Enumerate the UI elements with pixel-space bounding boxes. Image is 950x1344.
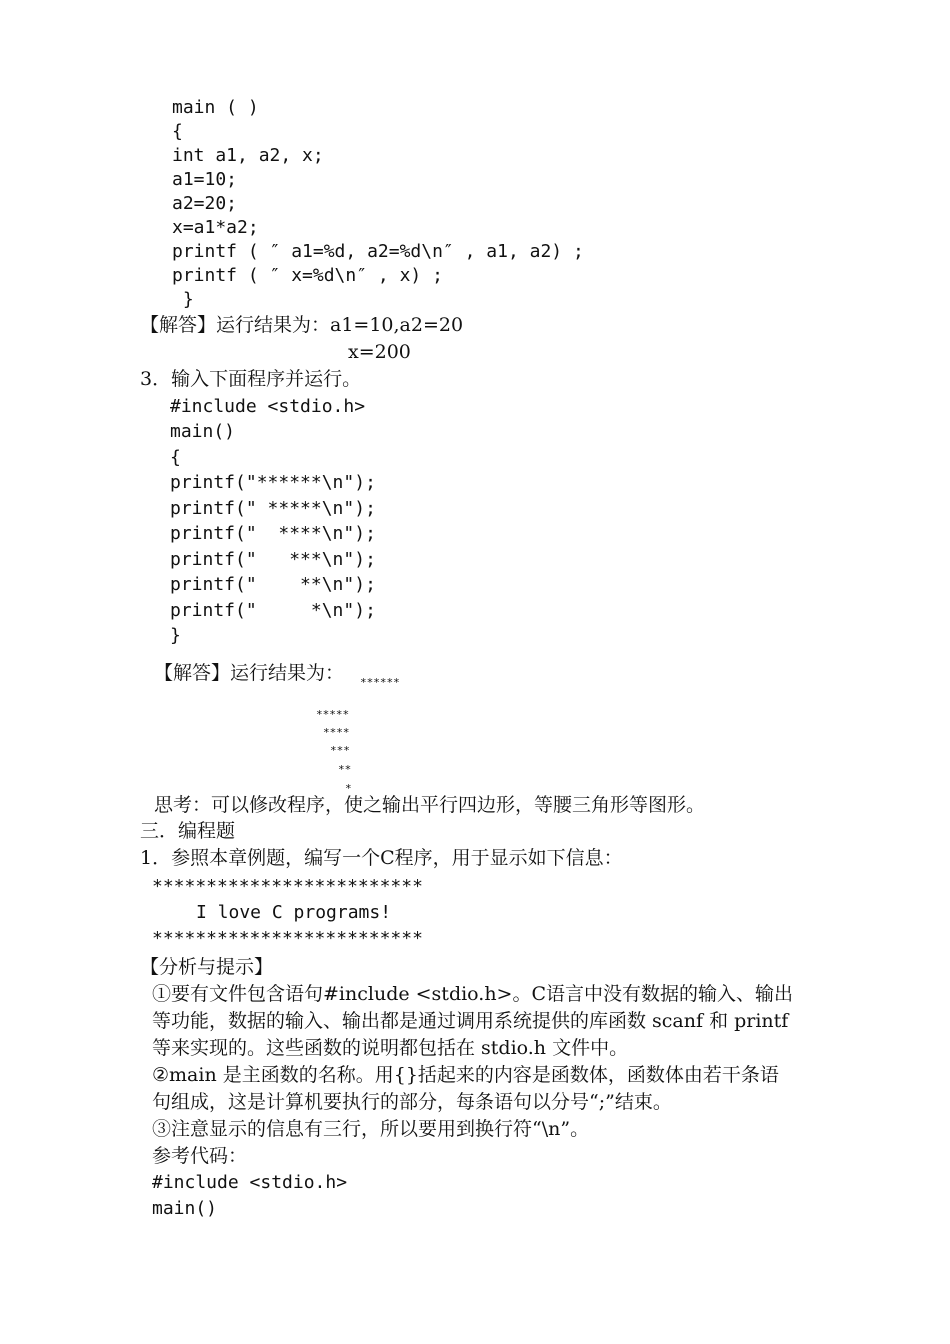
answer-1-label: 【解答】运行结果为：a1=10,a2=20 [140,314,464,336]
code-line: } [170,625,181,646]
analysis-line: ②main 是主函数的名称。用{}括起来的内容是函数体，函数体由若干条语 [152,1064,779,1086]
analysis-line: 等来实现的。这些函数的说明都包括在 stdio.h 文件中。 [152,1037,629,1059]
output-line: ** [338,763,352,776]
stars-bottom: ************************* [152,928,423,949]
code-line: printf ( ″ x=%d\n″ , x) ; [172,265,443,286]
answer-3-label: 【解答】运行结果为： [154,662,345,684]
section-3-title: 三．编程题 [140,820,236,842]
programming-question-1: 1．参照本章例题，编写一个C程序，用于显示如下信息： [140,847,623,869]
output-line: ***** [316,708,350,721]
stars-top: ************************* [152,876,423,897]
analysis-line: ③注意显示的信息有三行，所以要用到换行符“\n”。 [152,1118,590,1140]
code-line: } [172,289,194,310]
analysis-title: 【分析与提示】 [140,956,274,978]
output-line: *** [330,744,350,757]
output-line: **** [323,726,350,739]
analysis-line: 句组成，这是计算机要执行的部分，每条语句以分号“;”结束。 [152,1091,672,1113]
think-note: 思考：可以修改程序，使之输出平行四边形，等腰三角形等图形。 [154,794,706,816]
analysis-line: 参考代码： [152,1145,248,1167]
code-line: main() [152,1198,218,1219]
code-line: printf("******\n"); [170,472,376,493]
analysis-line: ①要有文件包含语句#include <stdio.h>。C语言中没有数据的输入、输出 [152,983,794,1005]
code-line: main() [170,421,236,442]
code-line: printf(" *\n"); [170,600,376,621]
output-line: ****** [360,676,400,689]
analysis-line: 等功能，数据的输入、输出都是通过调用系统提供的库函数 scanf 和 printf [152,1010,789,1032]
message-line: I love C programs! [196,902,392,923]
code-line: printf(" ***\n"); [170,549,376,570]
code-line: { [170,447,181,468]
code-line: x=a1*a2; [172,217,259,238]
code-line: { [172,121,183,142]
question-3-title: 3．输入下面程序并运行。 [140,368,362,390]
output-line: * [345,782,352,795]
code-line: a2=20; [172,193,238,214]
code-line: #include <stdio.h> [170,396,366,417]
code-line: printf(" **\n"); [170,574,376,595]
code-line: printf(" ****\n"); [170,523,376,544]
code-line: printf(" *****\n"); [170,498,376,519]
code-line: main ( ) [172,97,259,118]
code-line: int a1, a2, x; [172,145,324,166]
code-line: printf ( ″ a1=%d, a2=%d\n″ , a1, a2) ; [172,241,584,262]
code-line: #include <stdio.h> [152,1172,348,1193]
answer-1-line2: x=200 [348,341,411,363]
code-line: a1=10; [172,169,238,190]
